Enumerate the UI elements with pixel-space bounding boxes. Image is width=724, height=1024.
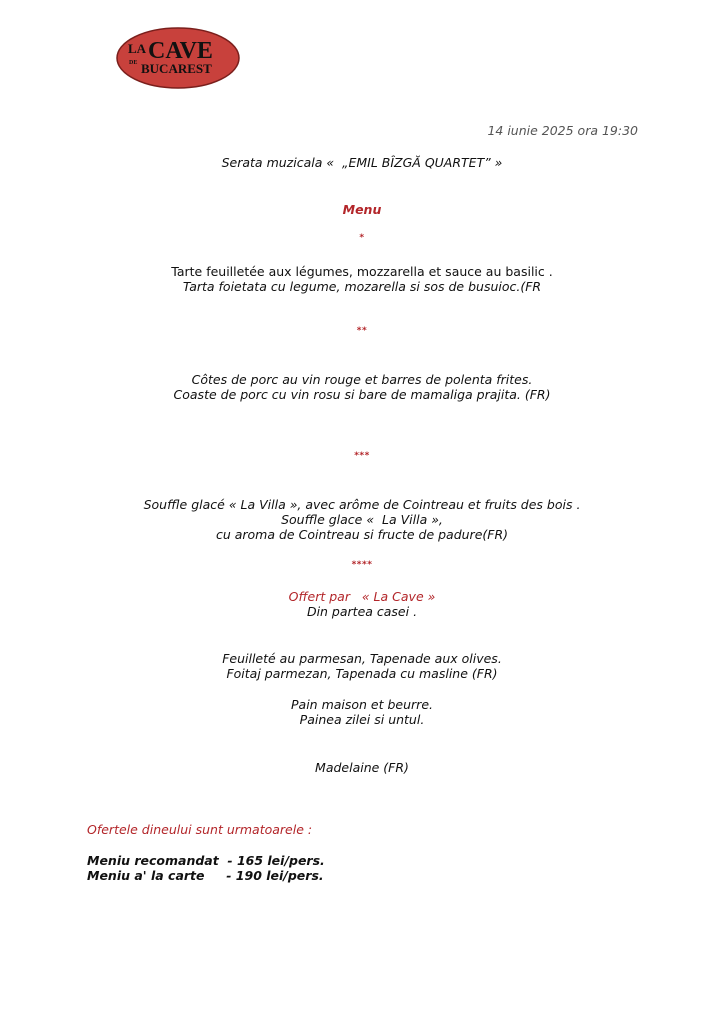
event-date: 14 iunie 2025 ora 19:30 bbox=[487, 123, 638, 138]
course-separator: * bbox=[359, 233, 365, 243]
course-line-ro: Coaste de porc cu vin rosu si bare de mamaliga prajita. (FR) bbox=[173, 387, 551, 402]
menu-title: Menu bbox=[342, 202, 382, 217]
offers-title: Ofertele dineului sunt urmatoarele : bbox=[87, 822, 313, 837]
extra-line-fr: Pain maison et beurre. bbox=[291, 697, 433, 712]
logo-cave: CAVE bbox=[148, 38, 213, 64]
offert-title: Offert par « La Cave » bbox=[288, 589, 436, 604]
logo-de: DE bbox=[129, 60, 138, 66]
offert-subtitle: Din partea casei . bbox=[306, 604, 418, 619]
course-separator: **** bbox=[351, 560, 373, 570]
course-line-ro: Souffle glace « La Villa », bbox=[281, 512, 443, 527]
course-line-fr: Souffle glacé « La Villa », avec arôme de Cointreau et fruits des bois . bbox=[143, 497, 581, 512]
offer-item: Meniu recomandat - 165 lei/pers. bbox=[87, 853, 325, 868]
course-separator: *** bbox=[354, 451, 370, 461]
extra-line: Madelaine (FR) bbox=[315, 760, 409, 775]
course-line-ro: cu aroma de Cointreau si fructe de padure(FR) bbox=[215, 527, 509, 542]
logo-la: LA bbox=[128, 41, 147, 56]
la-cave-logo bbox=[116, 27, 240, 89]
extra-line-ro: Foitaj parmezan, Tapenada cu masline (FR) bbox=[226, 666, 498, 681]
offer-item: Meniu a' la carte - 190 lei/pers. bbox=[87, 868, 324, 883]
logo-bucarest: BUCAREST bbox=[141, 61, 212, 76]
extra-line-ro: Painea zilei si untul. bbox=[299, 712, 425, 727]
event-title: Serata muzicala « „EMIL BÎZGĂ QUARTET” » bbox=[221, 155, 503, 170]
course-separator: ** bbox=[356, 326, 368, 336]
course-line-fr: Côtes de porc au vin rouge et barres de polenta frites. bbox=[191, 372, 533, 387]
course-line-ro: Tarta foietata cu legume, mozarella si sos de busuioc.(FR bbox=[182, 279, 542, 294]
course-line-fr: Tarte feuilletée aux légumes, mozzarella et sauce au basilic . bbox=[171, 264, 553, 279]
extra-line-fr: Feuilleté au parmesan, Tapenade aux olives. bbox=[222, 651, 502, 666]
